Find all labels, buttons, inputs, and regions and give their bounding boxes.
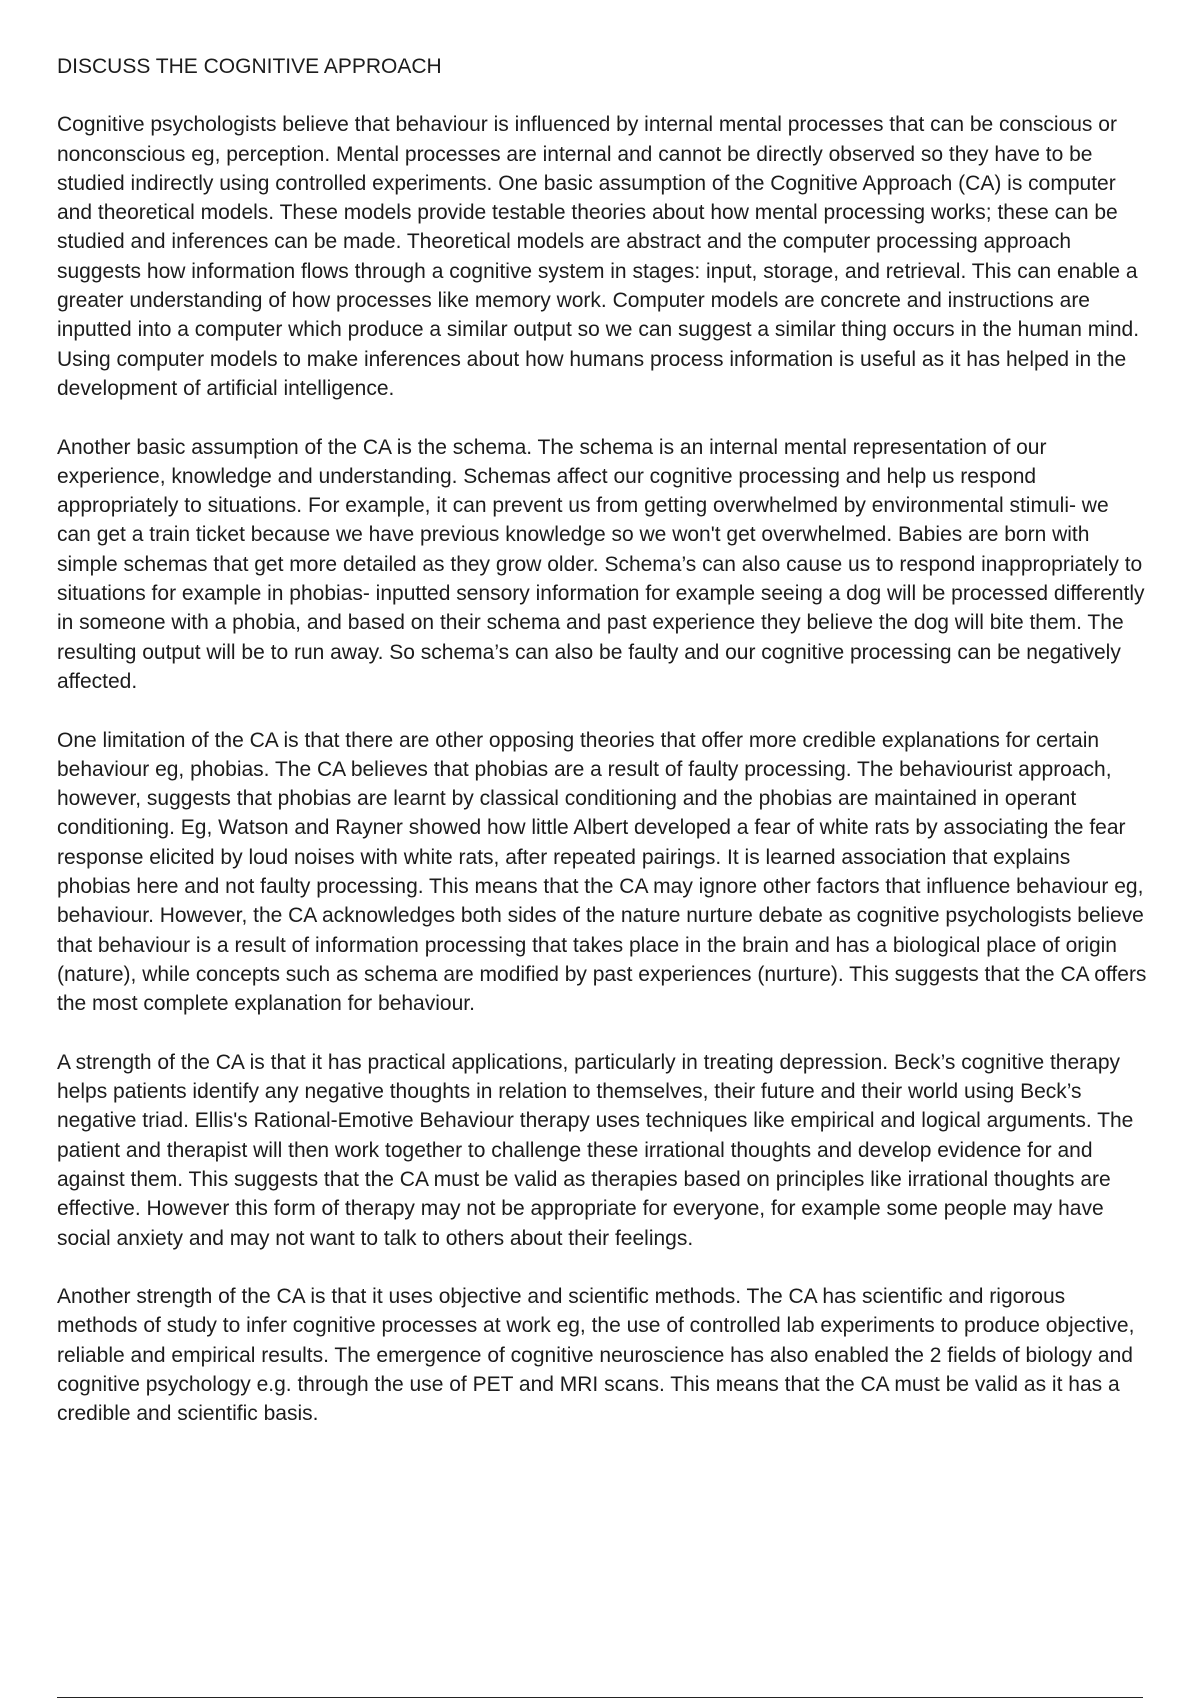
document-page: [57, 52, 1147, 1458]
paragraph-schema: Another basic assumption of the CA is the schema. The schema is an internal mental representation of our experience, knowledge and understanding. Schemas affect our cognitive processing and help us respond appropriately to situations. For example, it can prevent us from getting overwhelmed by environmental stimuli- we can get a train ticket because we have previous knowledge so we won't get overwhelmed. Babies are born with simple schemas that get more detailed as they grow older. Schema’s can also cause us to respond inappropriately to situations for example in phobias- inputted sensory information for example seeing a dog will be processed differently in someone with a phobia, and based on their schema and past experience they believe the dog will bite them. The resulting output will be to run away. So schema’s can also be faulty and our cognitive processing can be negatively affected.: [57, 435, 1145, 693]
paragraph-limitation: One limitation of the CA is that there are other opposing theories that offer more credible explanations for certain behaviour eg, phobias. The CA believes that phobias are a result of faulty processing. The behaviourist approach, however, suggests that phobias are learnt by classical conditioning and the phobias are maintained in operant conditioning. Eg, Watson and Rayner showed how little Albert developed a fear of white rats by associating the fear response elicited by loud noises with white rats, after repeated pairings. It is learned association that explains phobias here and not faulty processing. This means that the CA may ignore other factors that influence behaviour eg, behaviour. However, the CA acknowledges both sides of the nature nurture debate as cognitive psychologists believe that behaviour is a result of information processing that takes place in the brain and has a biological place of origin (nature), while concepts such as schema are modified by past experiences (nurture). This suggests that the CA offers the most complete explanation for behaviour.: [57, 728, 1147, 1016]
paragraph-practical-applications: A strength of the CA is that it has practical applications, particularly in treating depression. Beck’s cognitive therapy helps patients identify any negative thoughts in relation to themselves, their future and their world using Beck’s negative triad. Ellis's Rational-Emotive Behaviour therapy uses techniques like empirical and logical arguments. The patient and therapist will then work together to challenge these irrational thoughts and develop evidence for and against them. This suggests that the CA must be valid as therapies based on principles like irrational thoughts are effective. However this form of therapy may not be appropriate for everyone, for example some people may have social anxiety and may not want to talk to others about their feelings.: [57, 1050, 1134, 1250]
document-title: DISCUSS THE COGNITIVE APPROACH: [57, 55, 442, 78]
paragraph-computer-models: Cognitive psychologists believe that behaviour is influenced by internal mental processes that can be conscious or nonconscious eg, perception. Mental processes are internal and cannot be directly observed so they have to be studied indirectly using controlled experiments. One basic assumption of the Cognitive Approach (CA) is computer and theoretical models. These models provide testable theories about how mental processing works; these can be studied and inferences can be made. Theoretical models are abstract and the computer processing approach suggests how information flows through a cognitive system in stages: input, storage, and retrieval. This can enable a greater understanding of how processes like memory work. Computer models are concrete and instructions are inputted into a computer which produce a similar output so we can suggest a similar thing occurs in the human mind. Using computer models to make inferences about how humans process information is useful as it has helped in the development of artificial intelligence.: [57, 113, 1140, 400]
footer-divider: [57, 1697, 1143, 1698]
paragraph-scientific-methods: Another strength of the CA is that it uses objective and scientific methods. The CA has scientific and rigorous methods of study to infer cognitive processes at work eg, the use of controlled lab experiments to produce objective, reliable and empirical results. The emergence of cognitive neuroscience has also enabled the 2 fields of biology and cognitive psychology e.g. through the use of PET and MRI scans. This means that the CA must be valid as it has a credible and scientific basis.: [57, 1285, 1135, 1426]
